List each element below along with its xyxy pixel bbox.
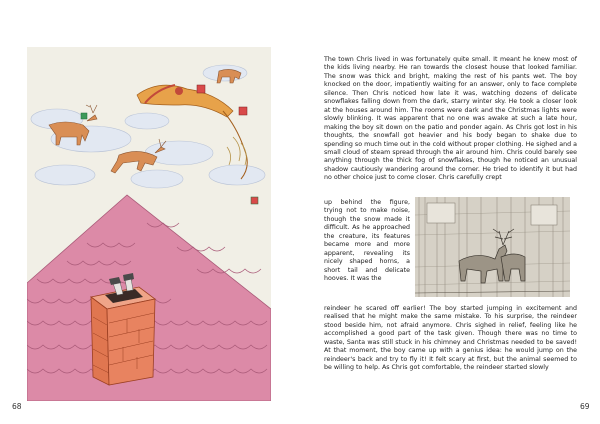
santa-chimney-illustration [27, 47, 271, 401]
reindeer-sketch-illustration [415, 197, 570, 297]
story-paragraph-1: The town Chris lived in was fortunately quite small. It meant he knew most of the kids living nearby. He ran towards the closest house that looked familiar. The snow was thick and bright, making the rest of his pants wet. The boy knocked on the door, impatiently waiting for an answer, only to face complete silence. Then Chris noticed how late it was, watching dozens of delicate snowflakes falling down from the dark, starry winter sky. He took a closer look at the houses around him. The rooms were dark and the Christmas lights were slowly blinking. It was apparent that no one was awake at such a late hour, making the boy sit down on the patio and ponder again. As Chris got lost in his thoughts, the snowfall got heavier and his body began to shake due to spending so much time out in the cold without proper clothing. He sighed and a small cloud of steam spread through the air around him. Chris could barely see anything through the thick fog of snowflakes, though he noticed an unusual shadow cautiously wandering around the corner. He tried to identify it but had no other choice just to come closer. Chris carefully crept [324, 56, 577, 182]
page-number-left: 68 [12, 402, 22, 411]
story-paragraph-2: up behind the figure, trying not to make noise, though the snow made it difficult. As he approached the creature, its features became more and more apparent, revealing its nicely shaped horns, a short tail and delicate hooves. It was the [324, 199, 410, 283]
story-paragraph-3: reindeer he scared off earlier! The boy started jumping in excitement and realised that he might make the same mistake. To his surprise, the reindeer stood beside him, not afraid anymore. Chris sighed in relief, feeling like he accomplished a good part of the task given. Though there was no time to waste, Santa was still stuck in his chimney and Christmas needed to be saved! At that moment, the boy came up with a genius idea: he would jump on the reindeer's back and try to fly it! It felt scary at first, but the animal seemed to be willing to help. As Chris got comfortable, the reindeer started slowly [324, 305, 577, 372]
page-number-right: 69 [580, 402, 590, 411]
